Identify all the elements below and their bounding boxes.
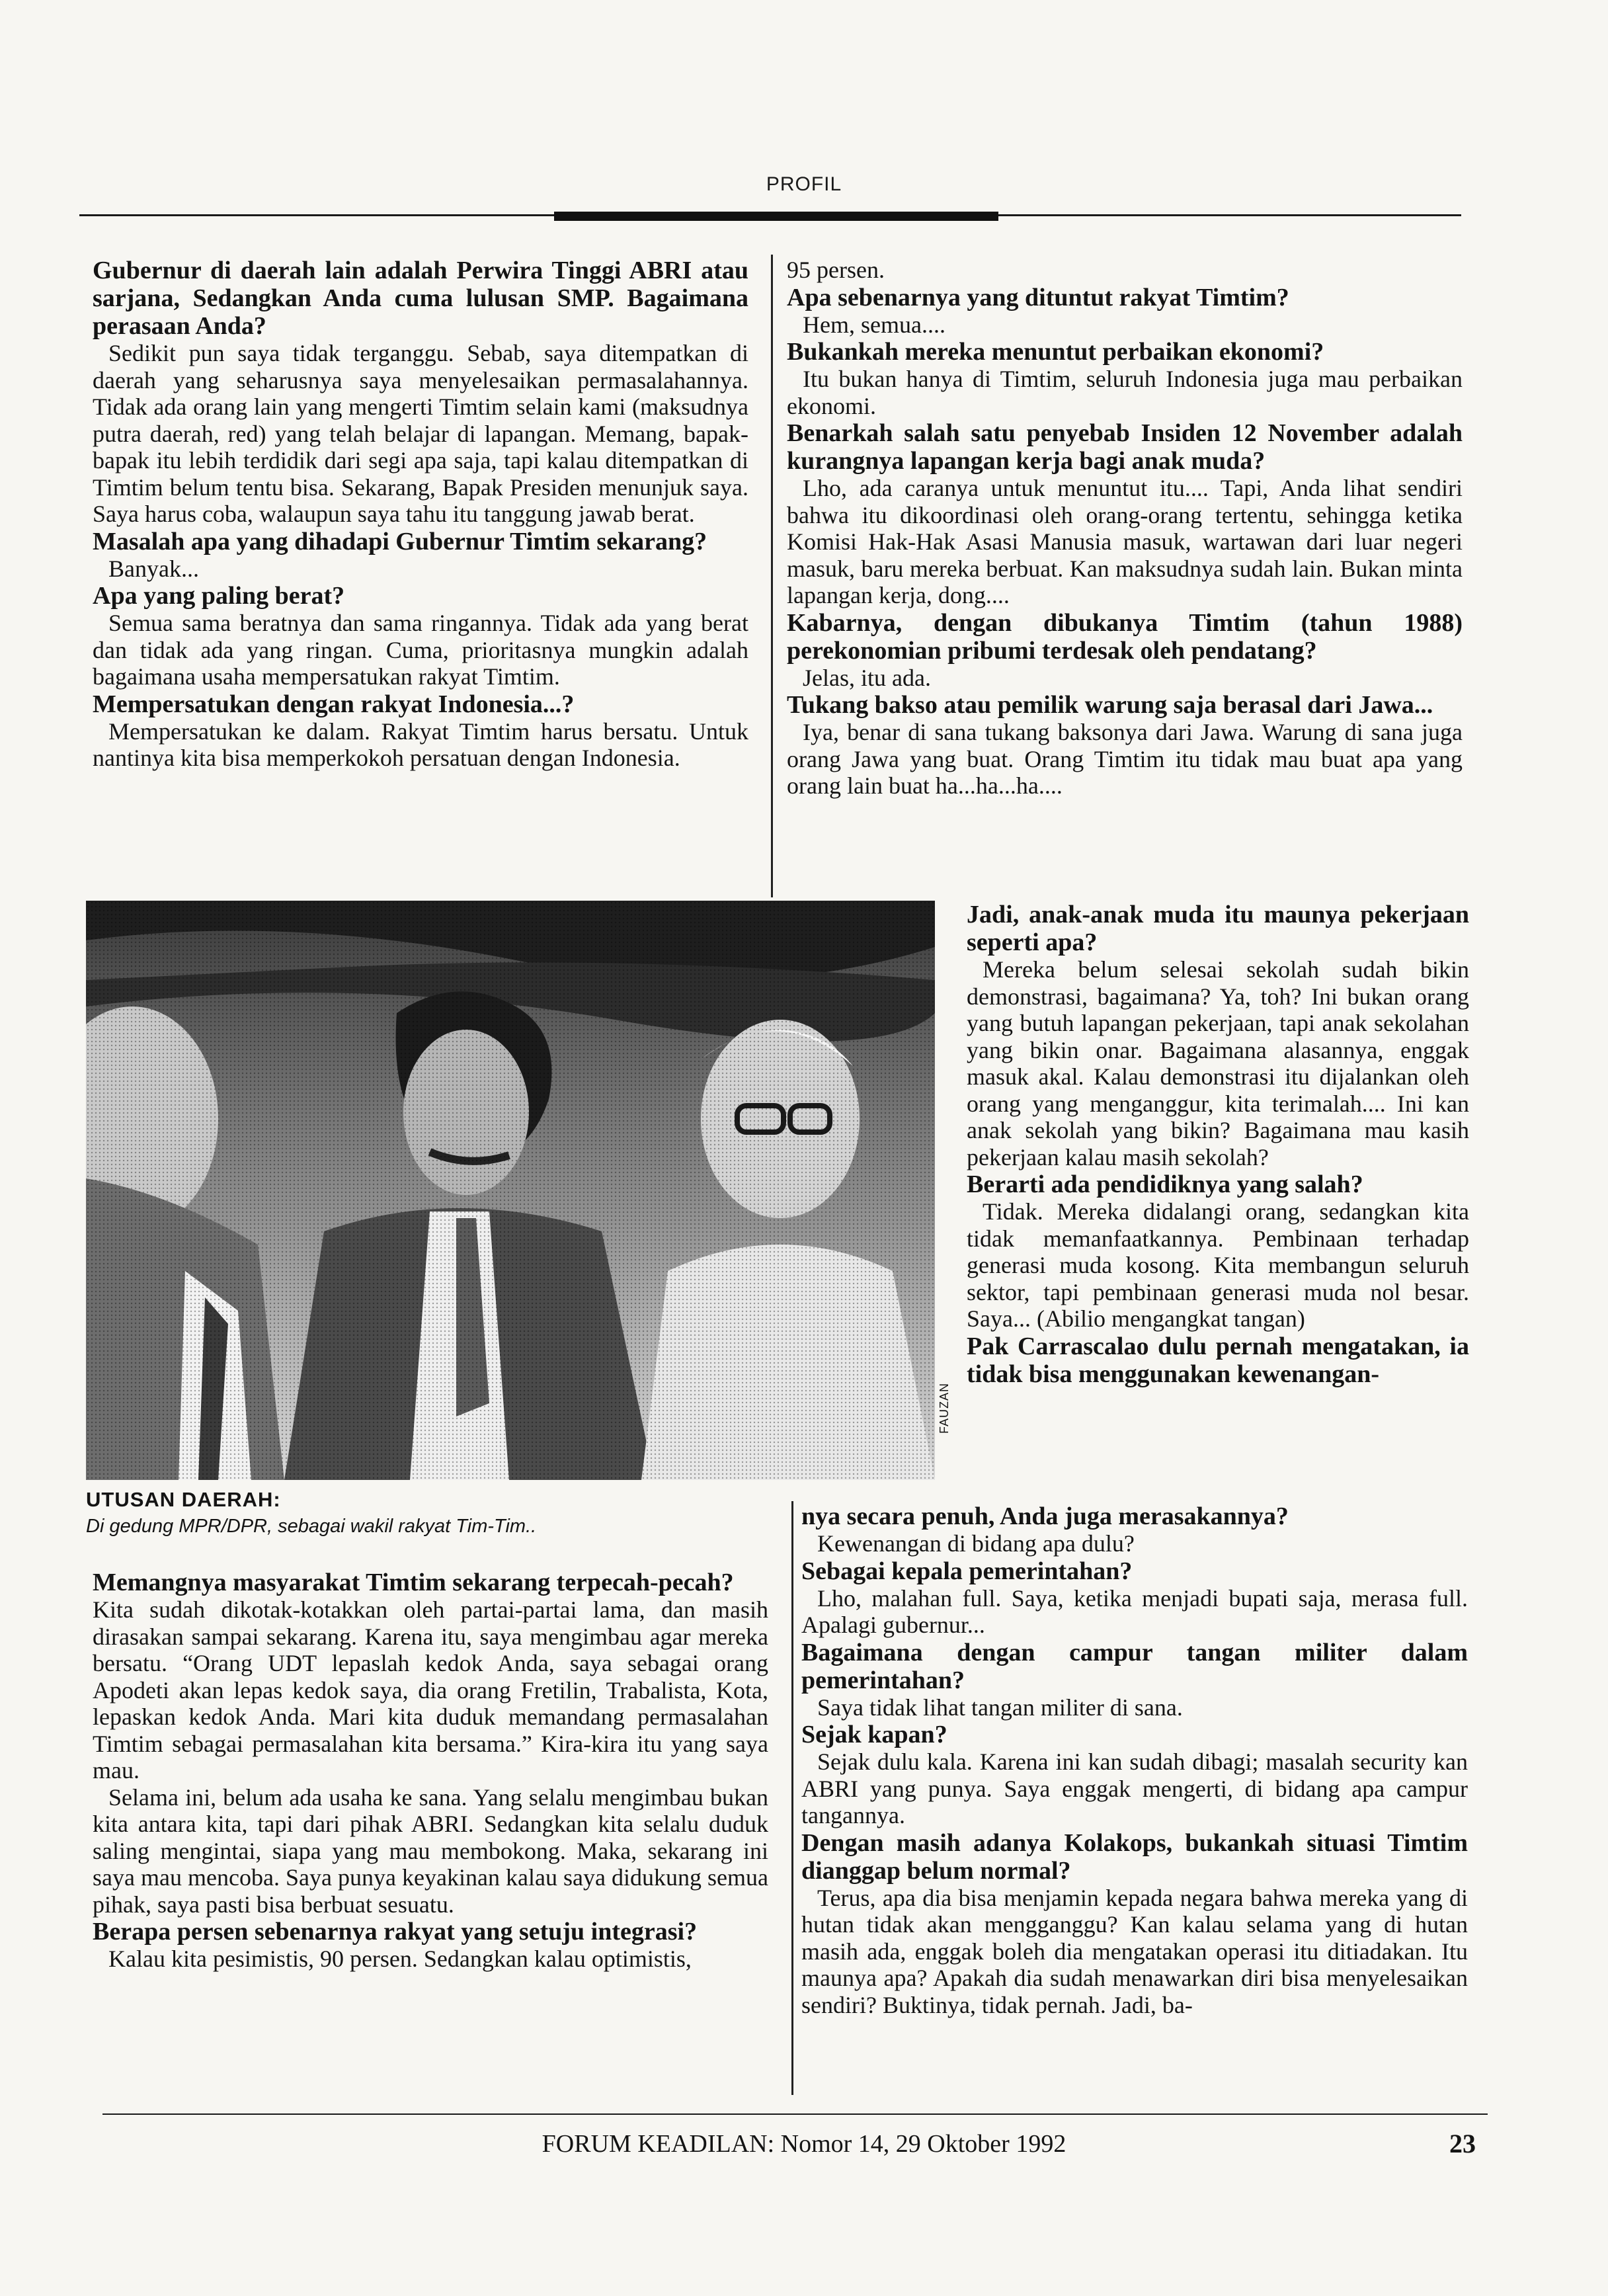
interview-answer: Hem, semua.... (803, 311, 945, 338)
interview-answer: Itu bukan hanya di Timtim, seluruh Indonesia juga mau perbaikan ekonomi. (787, 366, 1463, 419)
interview-answer: Kalau kita pesimistis, 90 persen. Sedangkan kalau optimistis, (108, 1946, 692, 1972)
interview-answer: Lho, malahan full. Saya, ketika menjadi bupati saja, merasa full. Apalagi gubernur... (801, 1584, 1468, 1638)
section-label: PROFIL (766, 173, 842, 195)
interview-answer: Kewenangan di bidang apa dulu? (817, 1530, 1135, 1557)
column-right-mid (967, 901, 1469, 1388)
interview-question: Apa sebenarnya yang dituntut rakyat Timtim? (787, 283, 1289, 311)
interview-question: Sejak kapan? (801, 1721, 947, 1748)
column-right-top (787, 257, 1463, 800)
interview-question: Pak Carrascalao dulu pernah mengatakan, ia tidak bisa menggunakan kewenangan- (967, 1332, 1469, 1388)
interview-answer: Mereka belum selesai sekolah sudah bikin demonstrasi, bagaimana? Ya, toh? Ini bukan orang yang butuh lapangan pekerjaan, tapi anak sekolahan yang bikin onar. Bagaimana alasannya, enggak masuk akal. Kalau demonstrasi itu dijalankan oleh orang yang menganggur, kita terimalah.... Ini kan anak sekolah yang bikin? Bagaimana mau kasih pekerjaan kalau masih sekolah? (967, 956, 1469, 1170)
interview-question: Gubernur di daerah lain adalah Perwira Tinggi ABRI atau sarjana, Sedangkan Anda cuma lulusan SMP. Bagaimana perasaan Anda? (93, 257, 748, 340)
interview-answer: Terus, apa dia bisa menjamin kepada negara bahwa mereka yang di hutan tidak akan mengganggu? Kan kalau selama yang di hutan masih ada, enggak boleh dia mengatakan operasi itu ditiadakan. Itu maunya apa? Apakah dia sudah menawarkan diri bisa menyelesaikan sendiri? Buktinya, tidak pernah. Jadi, ba- (801, 1884, 1468, 2018)
interview-answer: Saya tidak lihat tangan militer di sana. (817, 1694, 1183, 1721)
interview-answer: Jelas, itu ada. (803, 664, 931, 691)
column-right-bottom (801, 1502, 1468, 2018)
interview-question: Mempersatukan dengan rakyat Indonesia...? (93, 690, 575, 718)
interview-question: Dengan masih adanya Kolakops, bukankah situasi Timtim dianggap belum normal? (801, 1828, 1468, 1885)
interview-question: Tukang bakso atau pemilik warung saja berasal dari Jawa... (787, 691, 1433, 719)
interview-question: Masalah apa yang dihadapi Gubernur Timtim sekarang? (93, 527, 707, 555)
page-number: 23 (1449, 2129, 1476, 2158)
photo-caption-text: Di gedung MPR/DPR, sebagai wakil rakyat Tim-Tim.. (86, 1516, 537, 1537)
interview-question: Sebagai kepala pemerintahan? (801, 1557, 1133, 1585)
interview-answer: Kita sudah dikotak-kotakkan oleh partai-partai lama, dan masih dirasakan sampai sekarang. Karena itu, saya mengimbau agar mereka bersatu. “Orang UDT lepaslah kedok Anda, saya sebagai orang Apodeti akan lepas kedok saya, dia orang Fretilin, Trabalista, Kota, lepaskan kedok Anda. Mari kita duduk memandang permasalahan Timtim sebagai permasalahan kita bersama.” Kira-kira itu yang saya mau. (93, 1596, 768, 1784)
interview-answer: Tidak. Mereka didalangi orang, sedangkan kita tidak memanfaatkannya. Pembinaan terhadap generasi muda kosong. Kita membangun seluruh sektor, tapi pembinaan generasi muda nol besar. Saya... (Abilio mengangkat tangan) (967, 1198, 1469, 1332)
interview-answer: Semua sama beratnya dan sama ringannya. Tidak ada yang berat dan tidak ada yang ringan. Cuma, prioritasnya mungkin adalah bagaimana usaha mempersatukan rakyat Timtim. (93, 610, 748, 690)
interview-question: Memangnya masyarakat Timtim sekarang terpecah-pecah? (93, 1569, 734, 1596)
interview-question: Benarkah salah satu penyebab Insiden 12 November adalah kurangnya lapangan kerja bagi anak muda? (787, 419, 1463, 475)
interview-answer: Sedikit pun saya tidak terganggu. Sebab, saya ditempatkan di daerah yang seharusnya saya menyelesaikan permasalahannya. Tidak ada orang lain yang mengerti Timtim selain kami (maksudnya putra daerah, red) yang telah belajar di lapangan. Memang, bapak-bapak itu lebih terdidik dari segi apa saja, tapi kalau ditempatkan di Timtim belum tentu bisa. Sekarang, Bapak Presiden menunjuk saya. Saya harus coba, walaupun saya tahu itu tanggung jawab berat. (93, 340, 748, 527)
interview-question: Berarti ada pendidiknya yang salah? (967, 1170, 1363, 1198)
interview-question: nya secara penuh, Anda juga merasakannya? (801, 1502, 1289, 1530)
interview-answer: Iya, benar di sana tukang baksonya dari Jawa. Warung di sana juga orang Jawa yang buat. Orang Timtim itu tidak mau buat apa yang orang lain buat ha...ha...ha.... (787, 719, 1463, 799)
interview-question: Bukankah mereka menuntut perbaikan ekonomi? (787, 338, 1324, 366)
header-rule-accent (554, 212, 998, 221)
column-left-top (93, 257, 748, 772)
column-divider-top (771, 255, 773, 897)
interview-question: Jadi, anak-anak muda itu maunya pekerjaan seperti apa? (967, 901, 1469, 956)
interview-answer: Sejak dulu kala. Karena ini kan sudah dibagi; masalah security kan ABRI yang punya. Saya enggak mengerti, di bidang apa campur tangannya. (801, 1748, 1468, 1828)
photo-credit: FAUZAN (938, 1382, 951, 1434)
interview-answer: Mempersatukan ke dalam. Rakyat Timtim harus bersatu. Untuk nantinya kita bisa memperkokoh persatuan dengan Indonesia. (93, 718, 748, 771)
footer-publication: FORUM KEADILAN: Nomor 14, 29 Oktober 1992 (542, 2130, 1066, 2158)
interview-question: Kabarnya, dengan dibukanya Timtim (tahun 1988) perekonomian pribumi terdesak oleh pendatang? (787, 608, 1463, 665)
column-divider-bottom (791, 1501, 793, 2095)
interview-question: Bagaimana dengan campur tangan militer dalam pemerintahan? (801, 1638, 1468, 1694)
interview-answer: Lho, ada caranya untuk menuntut itu.... Tapi, Anda lihat sendiri bahwa itu dikoordinasi oleh orang-orang tertentu, sehingga ketika Komisi Hak-Hak Asasi Manusia masuk, wartawan dari luar negeri masuk, baru mereka berbuat. Kan maksudnya sudah lain. Bukan minta lapangan kerja, dong.... (787, 475, 1463, 608)
interview-answer: Banyak... (108, 555, 199, 582)
photo-illustration (86, 901, 935, 1480)
interview-answer: Selama ini, belum ada usaha ke sana. Yang selalu mengimbau bukan kita antara kita, tapi dari pihak ABRI. Sedangkan kita selalu duduk saling mengintai, siapa yang mau membokong. Maka, sekarang ini saya mau mencoba. Saya punya keyakinan kalau saya didukung semua pihak, saya pasti bisa berbuat sesuatu. (93, 1784, 768, 1918)
interview-question: Apa yang paling berat? (93, 582, 345, 610)
photo-caption-title: UTUSAN DAERAH: (86, 1488, 281, 1511)
interview-question: Berapa persen sebenarnya rakyat yang setuju integrasi? (93, 1918, 698, 1946)
article-photo (86, 901, 935, 1480)
interview-answer: 95 persen. (787, 257, 885, 283)
footer-rule (102, 2113, 1488, 2115)
column-left-bottom (93, 1569, 768, 1973)
